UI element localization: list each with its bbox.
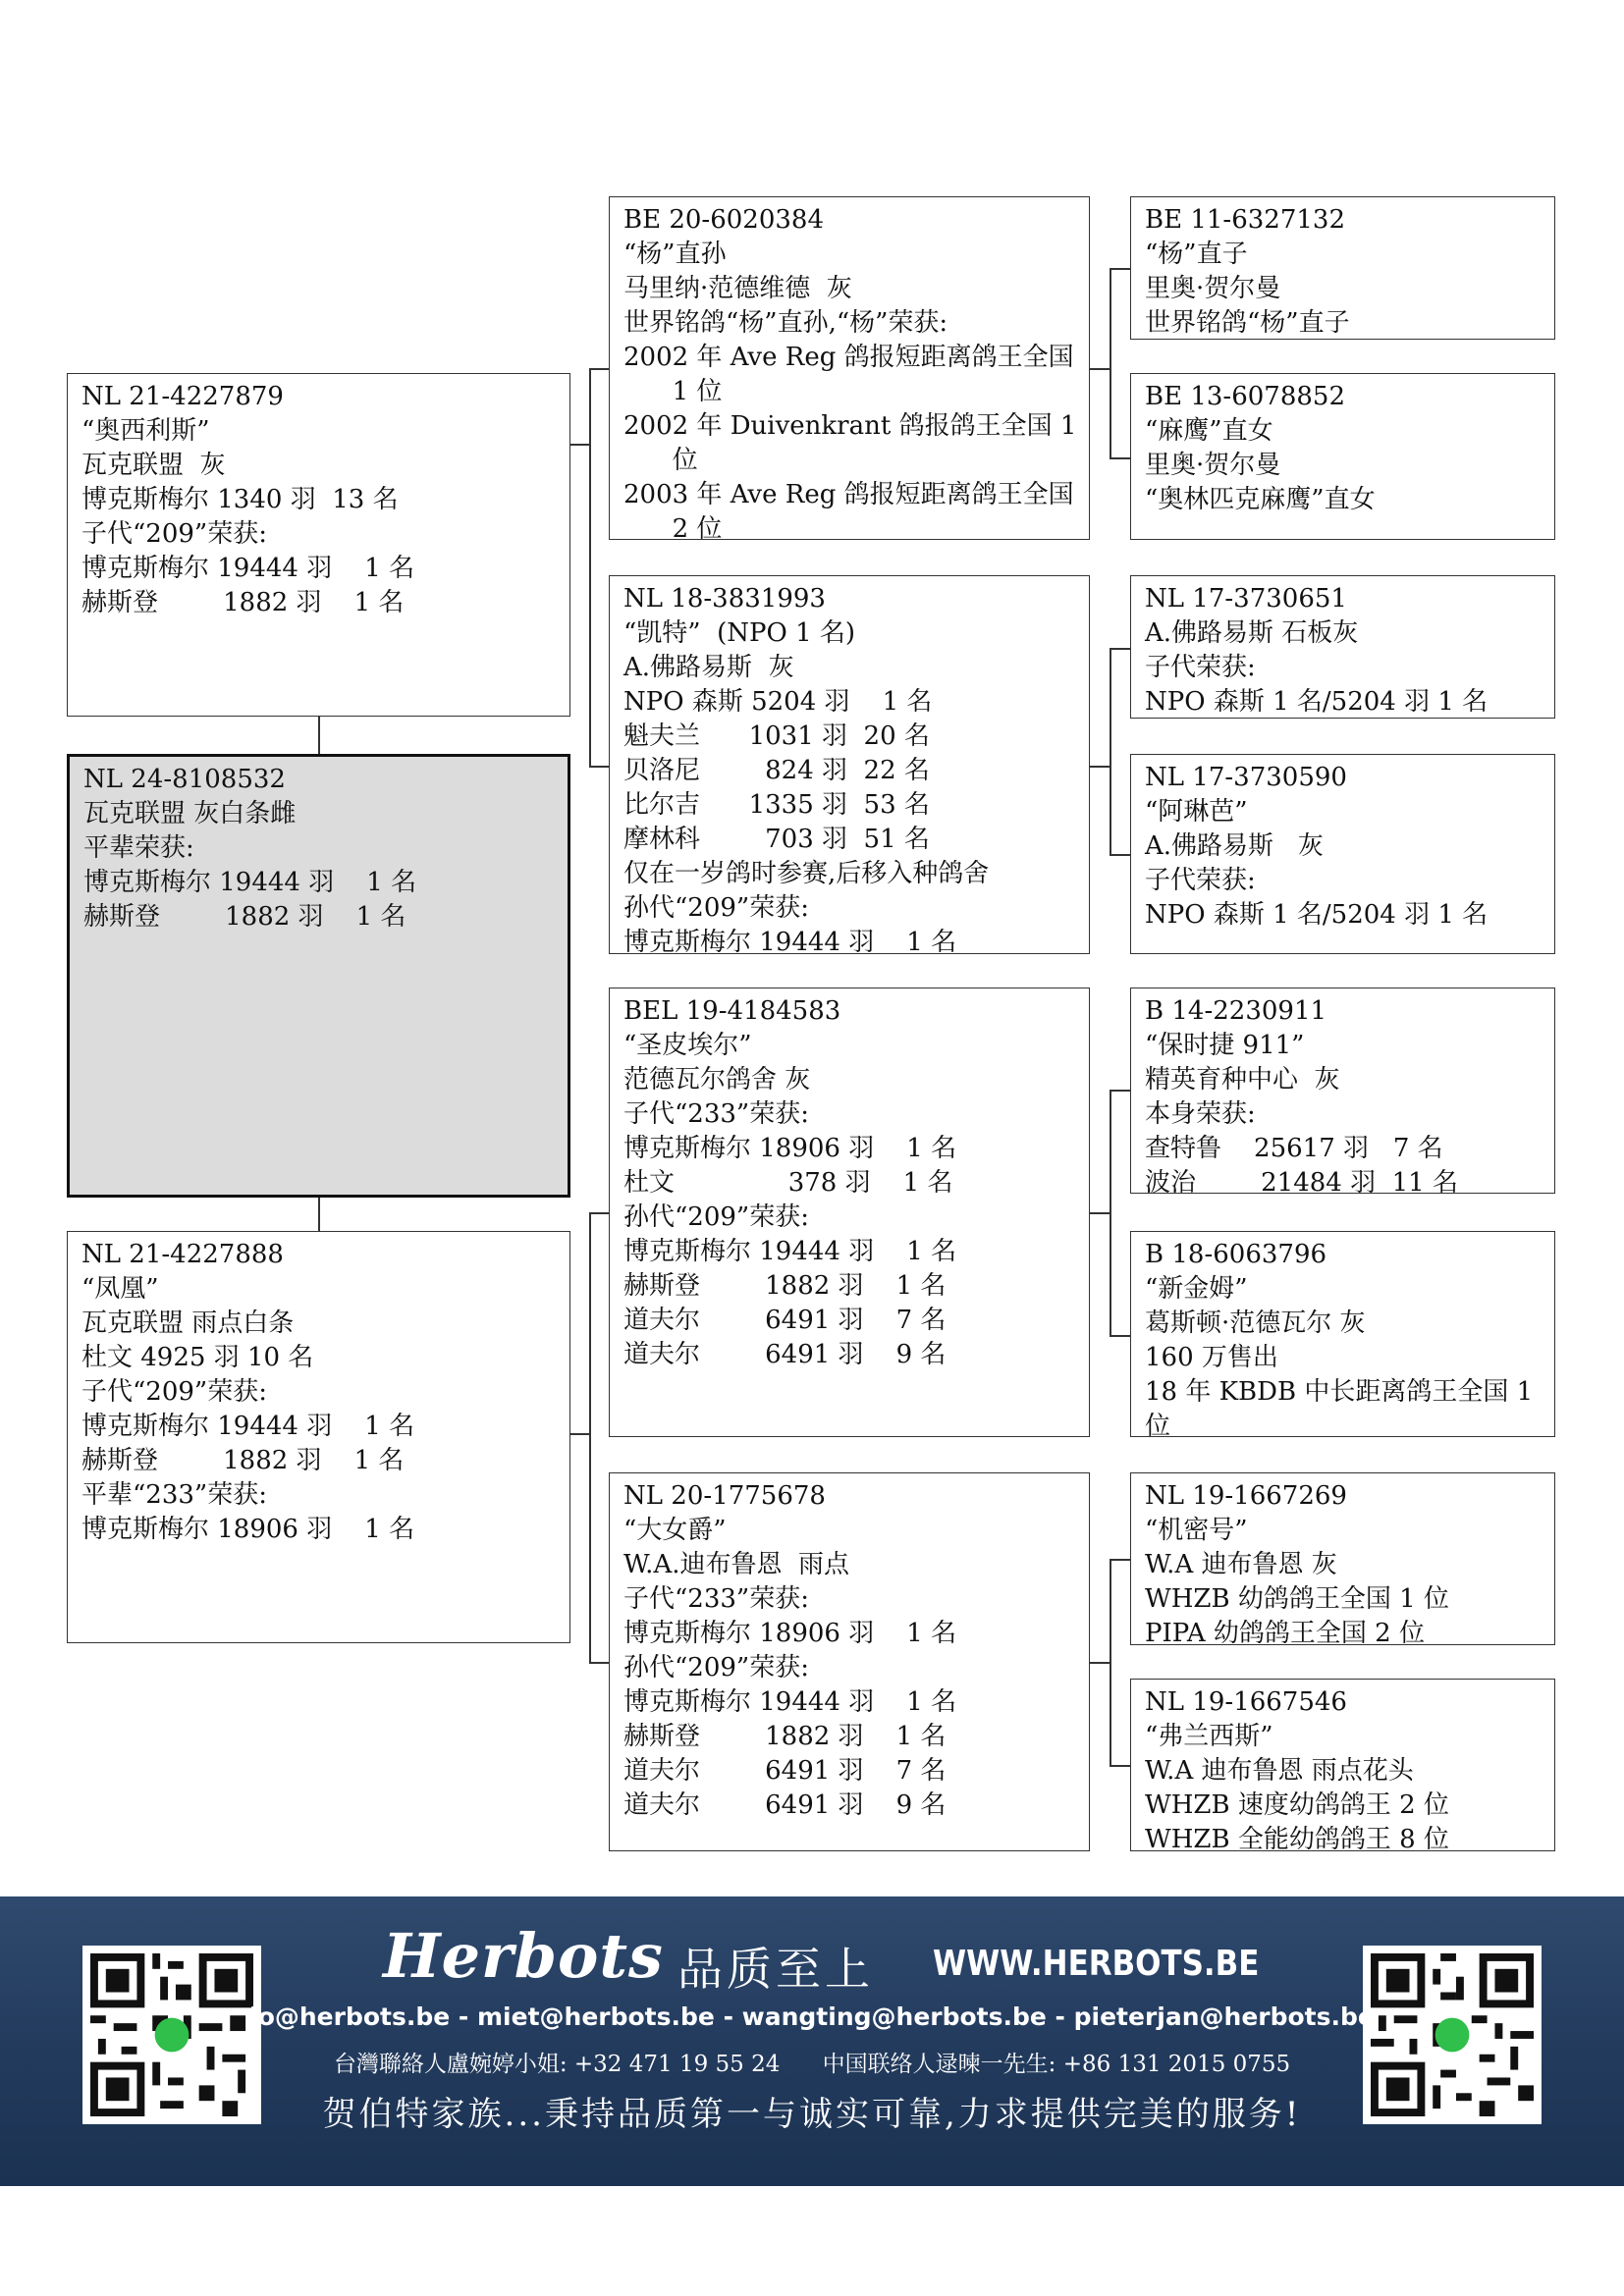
card-line: 位 [1145, 1412, 1171, 1437]
card-line: “奥林匹克麻鹰”直女 [1145, 485, 1376, 514]
connector-g3-4-vertical [1110, 1559, 1111, 1765]
dam-sire-card [609, 988, 1090, 1437]
card-line: NPO 森斯 1 名/5204 羽 1 名 [1145, 687, 1489, 717]
card-line: 博克斯梅尔 19444 羽 1 名 [83, 868, 417, 897]
connector-g3-1-vertical [1110, 268, 1111, 457]
sire-dam-card [609, 575, 1090, 954]
card-line: 1 位 [623, 377, 723, 406]
card-line: BEL 19-4184583 [623, 996, 841, 1026]
great-grandparent-2-card [1130, 373, 1555, 540]
card-line: “麻鹰”直女 [1145, 416, 1273, 446]
card-line: WHZB 速度幼鸽鸽王 2 位 [1145, 1790, 1449, 1820]
connector-subject-dam [318, 1198, 320, 1231]
card-line: 2003 年 Ave Reg 鸽报短距离鸽王全国 [623, 480, 1074, 509]
card-line: W.A 迪布鲁恩 雨点花头 [1145, 1756, 1414, 1786]
card-line: NL 19-1667546 [1145, 1687, 1347, 1717]
connector-g3-1-upper [1110, 268, 1130, 270]
card-line: 平辈荣获: [83, 833, 194, 863]
connector-subject-sire [318, 717, 320, 754]
card-line: 查特鲁 25617 羽 7 名 [1145, 1134, 1443, 1163]
card-line: 瓦克联盟 灰白条雌 [83, 799, 297, 828]
footer-banner [0, 1896, 1624, 2186]
card-line: 杜文 378 羽 1 名 [623, 1168, 953, 1198]
great-grandparent-8-card [1130, 1679, 1555, 1851]
card-line: “大女爵” [623, 1516, 727, 1545]
card-line: 杜文 4925 羽 10 名 [81, 1343, 314, 1372]
card-line: 范德瓦尔鸽舍 灰 [623, 1065, 811, 1095]
card-line: W.A.迪布鲁恩 雨点 [623, 1550, 850, 1579]
card-line: 孙代“209”荣获: [623, 893, 809, 923]
card-line: 18 年 KBDB 中长距离鸽王全国 1 [1145, 1377, 1534, 1407]
card-line: “杨”直孙 [623, 240, 727, 269]
card-line: 子代“233”荣获: [623, 1584, 809, 1614]
card-line: NL 19-1667269 [1145, 1481, 1347, 1511]
connector-sire-right [570, 444, 590, 446]
card-line: “新金姆” [1145, 1274, 1248, 1304]
connector-sire-vertical [589, 368, 591, 766]
connector-g3-4-lower [1110, 1765, 1130, 1767]
card-line: 道夫尔 6491 羽 7 名 [623, 1306, 947, 1335]
card-line: 博克斯梅尔 18906 羽 1 名 [623, 1134, 957, 1163]
card-line: 博克斯梅尔 19444 羽 1 名 [81, 554, 415, 583]
card-line: 葛斯顿·范德瓦尔 灰 [1145, 1308, 1366, 1338]
connector-g3-2-lower [1110, 854, 1130, 856]
card-line: 博克斯梅尔 1340 羽 13 名 [81, 485, 399, 514]
card-line: NL 21-4227888 [81, 1240, 284, 1269]
card-line: 子代荣获: [1145, 866, 1256, 895]
connector-dam-sire [589, 1212, 609, 1214]
card-line: “圣皮埃尔” [623, 1031, 752, 1060]
card-line: A.佛路易斯 灰 [1145, 831, 1324, 861]
card-line: “杨”直子 [1145, 240, 1248, 269]
sire-card [67, 373, 570, 717]
card-line: 2002 年 Duivenkrant 鸽报鸽王全国 1 [623, 411, 1077, 441]
brand-row [383, 1920, 1267, 1996]
card-line: 仅在一岁鸽时参赛,后移入种鸽舍 [623, 859, 990, 888]
connector-dam-right [570, 1433, 590, 1435]
card-line: NPO 森斯 5204 羽 1 名 [623, 687, 933, 717]
card-line: 位 [623, 446, 698, 475]
card-line: A.佛路易斯 石板灰 [1145, 618, 1359, 648]
card-line: “弗兰西斯” [1145, 1722, 1273, 1751]
card-line: 博克斯梅尔 18906 羽 1 名 [623, 1619, 957, 1648]
card-line: “保时捷 911” [1145, 1031, 1305, 1060]
dam-dam-card [609, 1472, 1090, 1851]
card-line: “奥西利斯” [81, 416, 210, 446]
card-line: 子代“233”荣获: [623, 1099, 809, 1129]
card-line: 道夫尔 6491 羽 9 名 [623, 1790, 947, 1820]
contact-taiwan: 台灣聯絡人盧婉婷小姐: +32 471 19 55 24 [333, 2052, 781, 2077]
card-line: NL 24-8108532 [83, 765, 286, 794]
card-line: “凤凰” [81, 1274, 159, 1304]
card-line: W.A 迪布鲁恩 灰 [1145, 1550, 1337, 1579]
card-line: 瓦克联盟 灰 [81, 451, 226, 480]
card-line: 赫斯登 1882 羽 1 名 [83, 902, 406, 932]
card-line: 赫斯登 1882 羽 1 名 [623, 1722, 947, 1751]
card-line: 赫斯登 1882 羽 1 名 [623, 1271, 947, 1301]
card-line: 2 位 [623, 514, 723, 540]
card-line: 赫斯登 1882 羽 1 名 [81, 1446, 405, 1475]
card-line: 本身荣获: [1145, 1099, 1256, 1129]
card-line: NL 20-1775678 [623, 1481, 826, 1511]
card-line: 里奥·贺尔曼 [1145, 274, 1281, 303]
card-line: 博克斯梅尔 19444 羽 1 名 [623, 1687, 957, 1717]
great-grandparent-4-card [1130, 754, 1555, 954]
connector-dam-dam [589, 1662, 609, 1664]
card-line: 160 万售出 [1145, 1343, 1278, 1372]
connector-sire-dam [589, 766, 609, 768]
card-line: 平辈“233”荣获: [81, 1480, 267, 1510]
card-line: A.佛路易斯 灰 [623, 653, 794, 682]
card-line: 世界铭鸽“杨”直孙,“杨”荣获: [623, 308, 948, 338]
contact-china: 中国联络人逯暕一先生: +86 131 2015 0755 [822, 2052, 1291, 2077]
card-line: 比尔吉 1335 羽 53 名 [623, 790, 930, 820]
card-line: 博克斯梅尔 19444 羽 1 名 [623, 1237, 957, 1266]
card-line: NL 17-3730590 [1145, 763, 1347, 792]
connector-g3-3-upper [1110, 1090, 1130, 1092]
card-line: 波治 21484 羽 11 名 [1145, 1168, 1458, 1194]
card-line: “机密号” [1145, 1516, 1248, 1545]
card-line: “阿琳芭” [1145, 797, 1248, 827]
card-line: WHZB 全能幼鸽鸽王 8 位 [1145, 1825, 1449, 1851]
card-line: 道夫尔 6491 羽 7 名 [623, 1756, 947, 1786]
sire-sire-card [609, 196, 1090, 540]
contact-row [0, 2046, 1624, 2078]
connector-dam-vertical [589, 1212, 591, 1662]
dam-card [67, 1231, 570, 1643]
card-line: 博克斯梅尔 19444 羽 1 名 [623, 928, 957, 954]
connector-g3-3-lower [1110, 1335, 1130, 1337]
connector-g3-3-right [1090, 1212, 1110, 1214]
card-line: 精英育种中心 灰 [1145, 1065, 1340, 1095]
card-line: WHZB 幼鸽鸽王全国 1 位 [1145, 1584, 1449, 1614]
card-line: 博克斯梅尔 18906 羽 1 名 [81, 1515, 415, 1544]
footer-tagline: 贺伯特家族...秉持品质第一与诚实可靠,力求提供完美的服务! [322, 2095, 1302, 2134]
connector-g3-2-vertical [1110, 648, 1111, 854]
card-line: NL 17-3730651 [1145, 584, 1347, 614]
card-line: BE 20-6020384 [623, 205, 825, 235]
card-line: 世界铭鸽“杨”直子 [1145, 308, 1350, 338]
card-line: B 18-6063796 [1145, 1240, 1327, 1269]
card-line: BE 13-6078852 [1145, 382, 1346, 411]
connector-g3-3-vertical [1110, 1090, 1111, 1335]
great-grandparent-1-card [1130, 196, 1555, 340]
card-line: 孙代“209”荣获: [623, 1202, 809, 1232]
card-line: PIPA 幼鸽鸽王全国 2 位 [1145, 1619, 1425, 1645]
card-line: 博克斯梅尔 19444 羽 1 名 [81, 1412, 415, 1441]
card-line: 赫斯登 1882 羽 1 名 [81, 588, 405, 617]
card-line: NL 21-4227879 [81, 382, 284, 411]
connector-g3-1-lower [1110, 457, 1130, 459]
card-line: B 14-2230911 [1145, 996, 1327, 1026]
card-line: 摩林科 703 羽 51 名 [623, 825, 930, 854]
card-line: 子代荣获: [1145, 653, 1256, 682]
card-line: NL 18-3831993 [623, 584, 826, 614]
card-line: BE 11-6327132 [1145, 205, 1346, 235]
card-line: 贝洛尼 824 羽 22 名 [623, 756, 930, 785]
card-line: 子代“209”荣获: [81, 519, 267, 549]
herbots-logo: Herbots [383, 1920, 664, 1992]
connector-g3-4-right [1090, 1662, 1110, 1664]
great-grandparent-6-card [1130, 1231, 1555, 1437]
card-line: NPO 森斯 1 名/5204 羽 1 名 [1145, 900, 1489, 930]
connector-g3-2-right [1090, 766, 1110, 768]
card-line: “凯特” (NPO 1 名) [623, 618, 856, 648]
connector-sire-sire [589, 368, 609, 370]
connector-g3-4-upper [1110, 1559, 1130, 1561]
great-grandparent-5-card [1130, 988, 1555, 1194]
connector-g3-1-right [1090, 368, 1110, 370]
connector-g3-2-upper [1110, 648, 1130, 650]
card-line: 道夫尔 6491 羽 9 名 [623, 1340, 947, 1369]
card-line: 马里纳·范德维德 灰 [623, 274, 852, 303]
great-grandparent-3-card [1130, 575, 1555, 719]
card-line: 子代“209”荣获: [81, 1377, 267, 1407]
card-line: 魁夫兰 1031 羽 20 名 [623, 721, 930, 751]
email-list[interactable]: jo@herbots.be - miet@herbots.be - wangting@herbots.be - pieterjan@herbots.be [249, 2002, 1375, 2031]
website-link[interactable]: WWW.HERBOTS.BE [933, 1944, 1260, 1984]
great-grandparent-7-card [1130, 1472, 1555, 1645]
card-line: 里奥·贺尔曼 [1145, 451, 1281, 480]
card-line: 孙代“209”荣获: [623, 1653, 809, 1682]
card-line: 瓦克联盟 雨点白条 [81, 1308, 295, 1338]
brand-slogan: 品质至上 [677, 1943, 874, 1996]
card-line: 2002 年 Ave Reg 鸽报短距离鸽王全国 [623, 343, 1074, 372]
subject-pigeon-card [67, 754, 570, 1198]
